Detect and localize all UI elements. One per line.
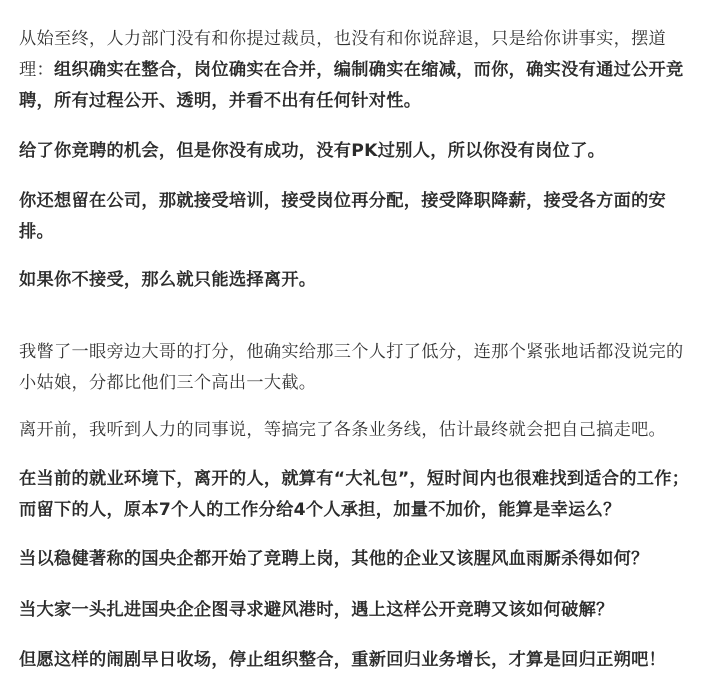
paragraph-scoring: 我瞥了一眼旁边大哥的打分，他确实给那三个人打了低分，连那个紧张地话都没说完的小姑娘，分都比他们三个高出一大截。 — [19, 342, 684, 393]
paragraph-conclusion: 但愿这样的闹剧早日收场，停止组织整合，重新回归业务增长，才算是回归正朔吧！ — [19, 650, 667, 670]
paragraph-facts — [19, 24, 699, 117]
paragraph-hr-remark: 离开前，我听到人力的同事说，等搞完了各条业务线，估计最终就会把自己搞走吧。 — [19, 420, 667, 440]
paragraph-facts-intro: 从始至终，人力部门没有和你提过裁员，也没有和你说辞退，只是给你讲事实，摆道理： — [19, 29, 667, 80]
paragraph-stay-conditions: 你还想留在公司，那就接受培训，接受岗位再分配，接受降职降薪，接受各方面的安排。 — [19, 191, 667, 242]
paragraph-competition-chance: 给了你竞聘的机会，但是你没有成功，没有PK过别人，所以你没有岗位了。 — [19, 141, 606, 161]
paragraph-leave-option: 如果你不接受，那么就只能选择离开。 — [19, 270, 317, 290]
paragraph-job-market: 在当前的就业环境下，离开的人，就算有“大礼包”，短时间内也很难找到适合的工作；而留下的人，原本7个人的工作分给4个人承担，加量不加价，能算是幸运么？ — [19, 469, 690, 520]
paragraph-facts-emphasis: 组织确实在整合，岗位确实在合并，编制确实在缩减，而你，确实没有通过公开竞聘，所有过程公开、透明，并看不出有任何针对性。 — [19, 60, 684, 111]
paragraph-soe-question: 当以稳健著称的国央企都开始了竞聘上岗，其他的企业又该腥风血雨厮杀得如何？ — [19, 549, 649, 569]
paragraph-safe-haven-question: 当大家一头扎进国央企企图寻求避风港时，遇上这样公开竞聘又该如何破解？ — [19, 600, 614, 620]
